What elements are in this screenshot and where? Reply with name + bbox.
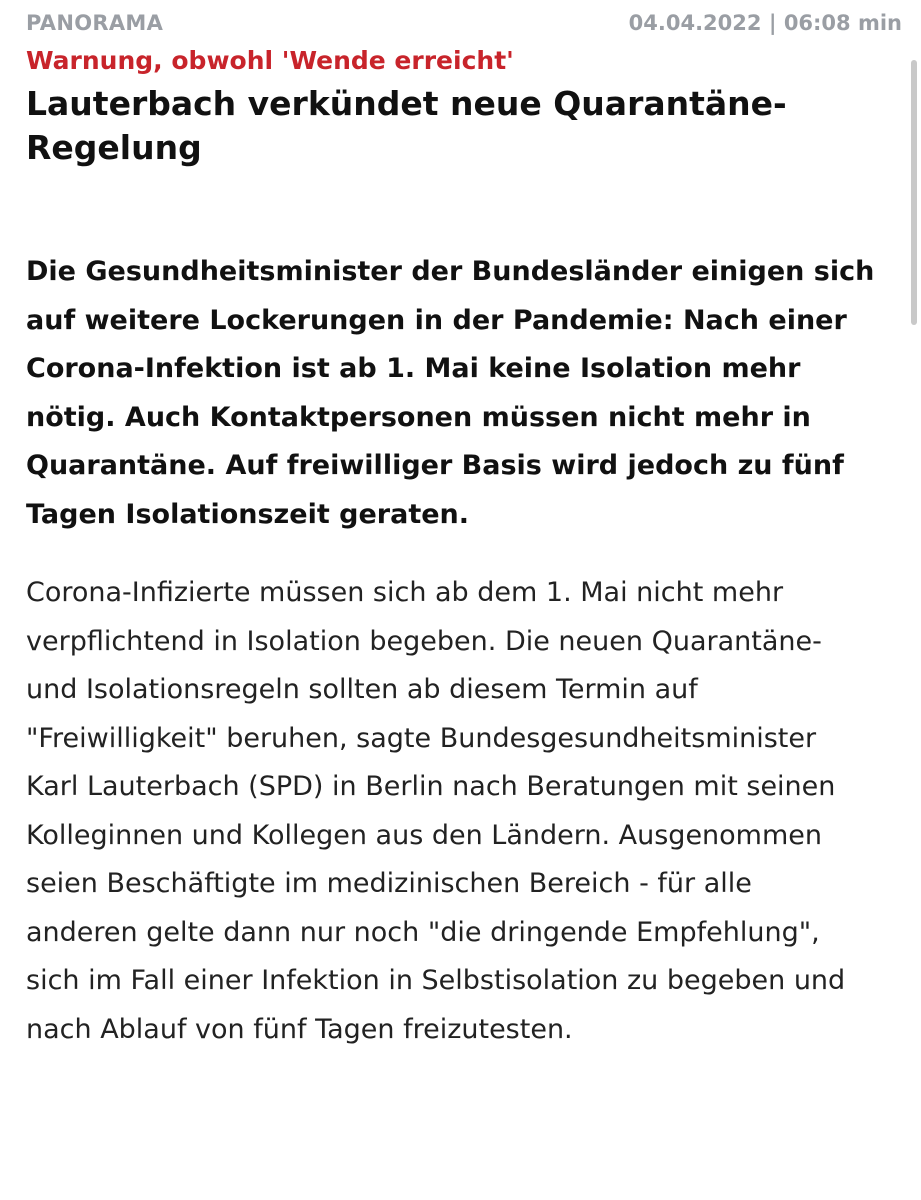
date-readtime <box>629 10 902 36</box>
meta-separator: | <box>768 11 777 35</box>
kicker: Warnung, obwohl 'Wende erreicht' <box>26 46 514 75</box>
body-paragraph: Corona-Infizierte müssen sich ab dem 1. Mai nicht mehr verpflichtend in Isolation begeben. Die neuen Quarantäne- und Isolationsregeln sollten ab diesem Termin auf "Freiwilligkeit" beruhen, sagte Bundesgesundheitsminister Karl Lauterbach (SPD) in Berlin nach Beratungen mit seinen Kolleginnen und Kollegen aus den Ländern. Ausgenommen seien Beschäftigte im medizinischen Bereich - für alle anderen gelte dann nur noch "die dringende Empfehlung", sich im Fall einer Infektion in Selbstisolation zu begeben und nach Ablauf von fünf Tagen freizutesten. <box>26 577 846 1045</box>
article-meta <box>26 0 902 42</box>
read-time: 06:08 min <box>783 11 902 35</box>
headline: Lauterbach verkündet neue Quarantäne-Regelung <box>26 84 787 167</box>
section-label[interactable]: PANORAMA <box>26 11 164 35</box>
article <box>26 0 902 1054</box>
lead-paragraph: Die Gesundheitsminister der Bundesländer einigen sich auf weitere Lockerungen in der Pandemie: Nach einer Corona-Infektion ist ab 1. Mai keine Isolation mehr nötig. Auch Kontaktpersonen müssen nicht mehr in Quarantäne. Auf freiwilliger Basis wird jedoch zu fünf Tagen Isolationszeit geraten. <box>26 256 875 530</box>
publish-date: 04.04.2022 <box>628 11 762 35</box>
scrollbar[interactable] <box>911 60 917 325</box>
